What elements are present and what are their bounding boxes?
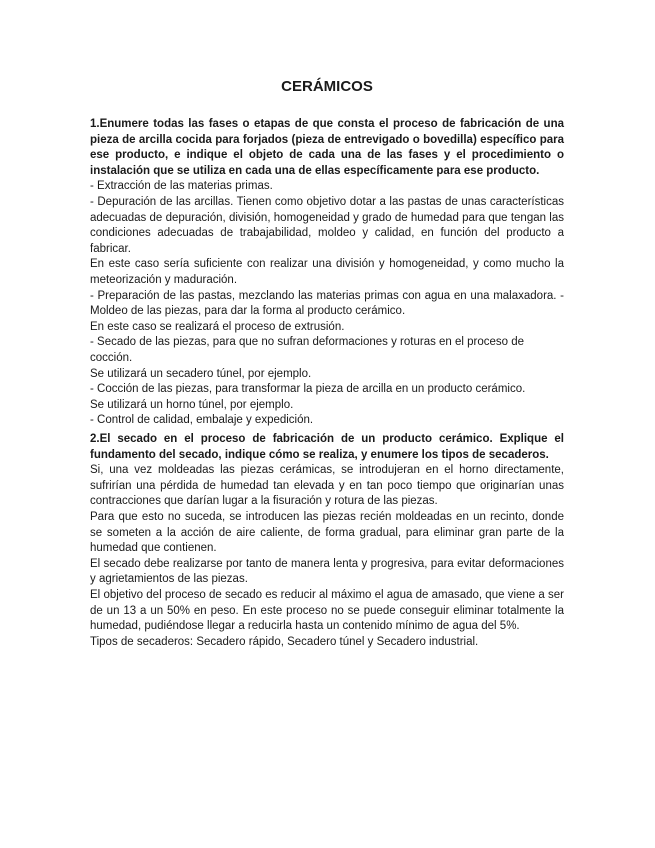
paragraph: Si, una vez moldeadas las piezas cerámicas, se introdujeran en el horno directamente, sufrirían una pérdida de humedad tan elevada y en tan poco tiempo que originarían unas contracciones que darían lugar a la fisuración y rotura de las piezas. <box>90 464 564 508</box>
paragraph: El objetivo del proceso de secado es reducir al máximo el agua de amasado, que viene a ser de un 13 a un 50% en peso. En este proceso no se puede conseguir eliminar totalmente la humedad, pudiéndose llegar a reducirla hasta un contenido mínimo de agua del 5%. <box>90 588 564 633</box>
paragraph: - Secado de las piezas, para que no sufran deformaciones y roturas en el proceso de cocción. <box>90 336 525 364</box>
paragraph: - Control de calidad, embalaje y expedición. <box>90 414 314 427</box>
paragraph: - Extracción de las materias primas. <box>90 180 273 193</box>
section-1-question: 1.Enumere todas las fases o etapas de que consta el proceso de fabricación de una pieza de arcilla cocida para forjados (pieza de entrevigado o bovedilla) específico para ese producto, e indique el objeto de cada una de las fases y el procedimiento o instalación que se utiliza en cada una de ellas específicamente para ese producto. <box>90 118 564 177</box>
section-2 <box>90 432 564 650</box>
paragraph: Tipos de secaderos: Secadero rápido, Secadero túnel y Secadero industrial. <box>90 635 479 648</box>
page-title: CERÁMICOS <box>281 78 373 95</box>
paragraph: En este caso sería suficiente con realizar una división y homogeneidad, y como mucho la meteorización y maduración. <box>90 258 564 286</box>
paragraph: Para que esto no suceda, se introducen las piezas recién moldeadas en un recinto, donde se someten a la acción de aire caliente, de forma gradual, para eliminar gran parte de la humedad que contienen. <box>90 510 564 555</box>
paragraph: - Depuración de las arcillas. Tienen como objetivo dotar a las pastas de unas características adecuadas de depuración, división, homogeneidad y grado de humedad para que tengan las condiciones adecuadas de trabajabilidad, moldeo y calidad, en función del producto a fabricar. <box>90 195 564 255</box>
paragraph: En este caso se realizará el proceso de extrusión. <box>90 320 345 333</box>
paragraph: Se utilizará un secadero túnel, por ejemplo. <box>90 367 312 380</box>
section-1 <box>90 117 564 429</box>
paragraph: - Cocción de las piezas, para transformar la pieza de arcilla en un producto cerámico. <box>90 383 526 396</box>
paragraph: - Preparación de las pastas, mezclando las materias primas con agua en una malaxadora. - Moldeo de las piezas, para dar la forma al producto cerámico. <box>90 289 564 318</box>
section-2-question: 2.El secado en el proceso de fabricación de un producto cerámico. Explique el fundamento del secado, indique cómo se realiza, y enumere los tipos de secaderos. <box>90 433 564 461</box>
paragraph: Se utilizará un horno túnel, por ejemplo. <box>90 398 294 411</box>
paragraph: El secado debe realizarse por tanto de manera lenta y progresiva, para evitar deformaciones y agrietamientos de las piezas. <box>90 557 564 586</box>
